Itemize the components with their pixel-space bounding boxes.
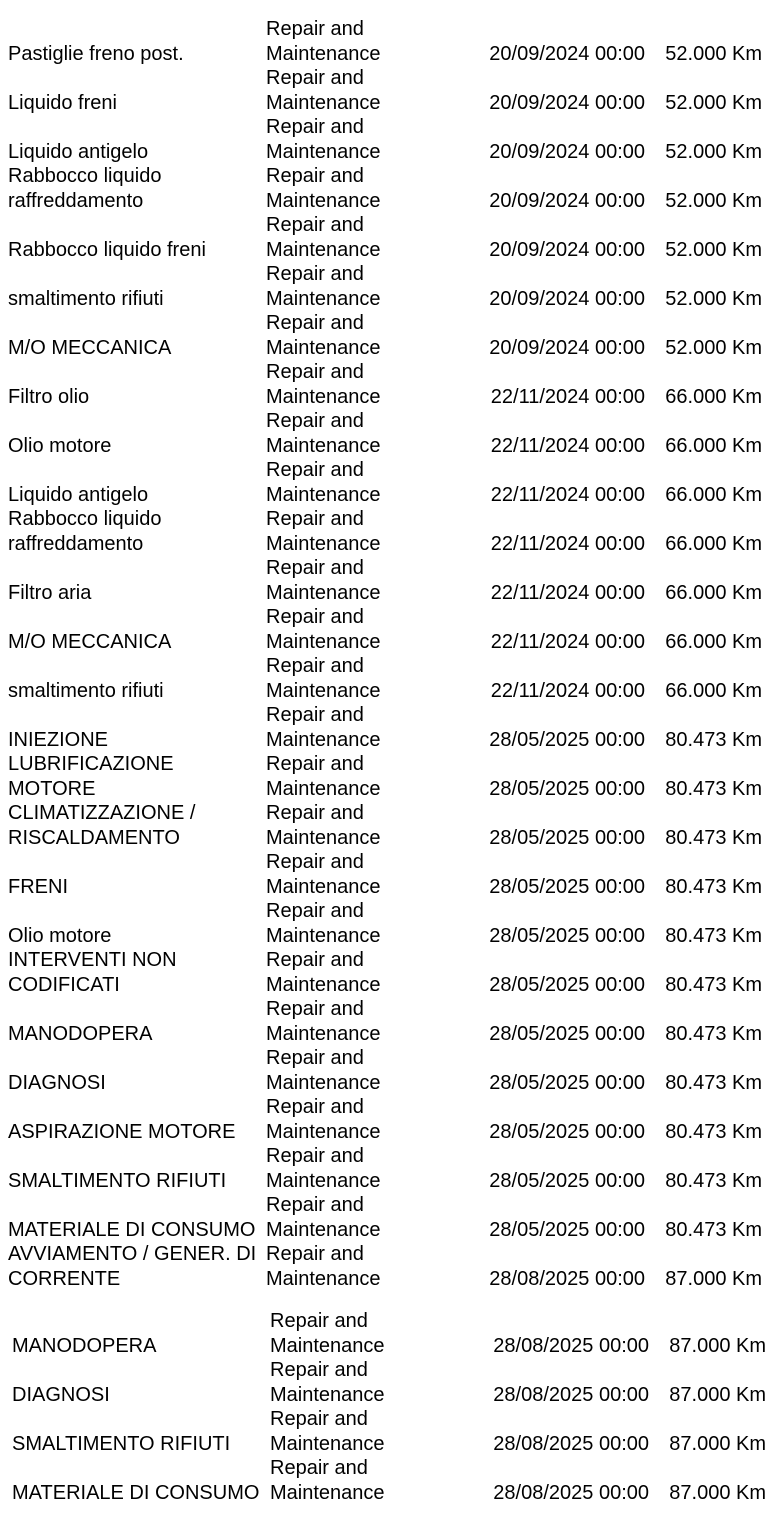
date-cell: 22/11/2024 00:00 <box>490 434 645 457</box>
category-cell: Repair and Maintenance <box>266 1243 381 1290</box>
service-name-cell <box>8 556 266 605</box>
table-row <box>8 1095 762 1144</box>
service-name-cell <box>12 1358 270 1407</box>
odometer-cell: 80.473 Km <box>665 875 762 898</box>
category-cell: Repair and Maintenance <box>266 851 381 898</box>
table-row <box>8 752 762 801</box>
odometer-cell: 80.473 Km <box>665 1120 762 1143</box>
service-name: MANODOPERA <box>12 1334 157 1357</box>
service-name-cell <box>8 801 266 850</box>
category-cell: Repair and Maintenance <box>266 18 381 65</box>
odometer-cell: 80.473 Km <box>665 728 762 751</box>
date-cell: 20/09/2024 00:00 <box>489 336 645 359</box>
service-name-cell <box>8 752 266 801</box>
table-row <box>12 1407 766 1456</box>
service-name: Rabbocco liquido raffreddamento <box>8 508 162 555</box>
date-cell: 28/05/2025 00:00 <box>489 1071 645 1094</box>
service-name-cell <box>8 458 266 507</box>
service-name: Olio motore <box>8 924 112 947</box>
service-name: SMALTIMENTO RIFIUTI <box>12 1432 231 1455</box>
date-cell: 20/09/2024 00:00 <box>489 238 645 261</box>
date-cell: 22/11/2024 00:00 <box>490 483 645 506</box>
service-name-cell <box>8 66 266 115</box>
odometer-cell: 66.000 Km <box>665 630 762 653</box>
service-name-cell <box>8 654 266 703</box>
service-name: smaltimento rifiuti <box>8 679 164 702</box>
table-row <box>8 997 762 1046</box>
table-row <box>8 213 762 262</box>
category-cell: Repair and Maintenance <box>266 263 381 310</box>
maintenance-table-page-1 <box>8 17 762 1291</box>
service-name-cell <box>8 17 266 66</box>
table-row <box>8 360 762 409</box>
category-cell: Repair and Maintenance <box>270 1408 385 1455</box>
date-cell: 20/09/2024 00:00 <box>489 91 645 114</box>
service-name-cell <box>8 1144 266 1193</box>
table-row <box>8 1193 762 1242</box>
service-name: Filtro aria <box>8 581 92 604</box>
date-cell: 28/05/2025 00:00 <box>489 826 645 849</box>
service-name-cell <box>8 213 266 262</box>
table-row <box>8 66 762 115</box>
category-cell: Repair and Maintenance <box>266 655 381 702</box>
odometer-cell: 52.000 Km <box>665 287 762 310</box>
service-name: DIAGNOSI <box>12 1383 110 1406</box>
table-row <box>12 1309 766 1358</box>
odometer-cell: 52.000 Km <box>665 140 762 163</box>
date-cell: 22/11/2024 00:00 <box>490 581 645 604</box>
service-name: MATERIALE DI CONSUMO <box>8 1218 256 1241</box>
category-cell: Repair and Maintenance <box>266 165 381 212</box>
odometer-cell: 80.473 Km <box>665 1218 762 1241</box>
table-row <box>8 899 762 948</box>
date-cell: 28/05/2025 00:00 <box>489 1169 645 1192</box>
table-row <box>8 17 762 66</box>
service-name: ASPIRAZIONE MOTORE <box>8 1120 236 1143</box>
service-name: SMALTIMENTO RIFIUTI <box>8 1169 227 1192</box>
date-cell: 28/05/2025 00:00 <box>489 728 645 751</box>
date-cell: 20/09/2024 00:00 <box>489 42 645 65</box>
service-name-cell <box>8 115 266 164</box>
service-name: Olio motore <box>8 434 112 457</box>
service-name: MANODOPERA <box>8 1022 153 1045</box>
date-cell: 28/05/2025 00:00 <box>489 777 645 800</box>
service-name: MATERIALE DI CONSUMO <box>12 1481 260 1504</box>
table-row <box>8 703 762 752</box>
category-cell: Repair and Maintenance <box>266 1047 381 1094</box>
service-name-cell <box>8 164 266 213</box>
table-row <box>8 556 762 605</box>
table-row <box>12 1358 766 1407</box>
category-cell: Repair and Maintenance <box>266 214 381 261</box>
category-cell: Repair and Maintenance <box>270 1457 385 1504</box>
service-name: Filtro olio <box>8 385 90 408</box>
category-cell: Repair and Maintenance <box>270 1359 385 1406</box>
category-cell: Repair and Maintenance <box>266 410 381 457</box>
service-name: Liquido antigelo <box>8 483 149 506</box>
maintenance-table-page-2 <box>12 1309 766 1505</box>
table-row <box>8 1144 762 1193</box>
odometer-cell: 52.000 Km <box>665 42 762 65</box>
category-cell: Repair and Maintenance <box>266 67 381 114</box>
date-cell: 22/11/2024 00:00 <box>490 532 645 555</box>
service-name-cell <box>8 899 266 948</box>
service-name: FRENI <box>8 875 68 898</box>
odometer-cell: 80.473 Km <box>665 924 762 947</box>
date-cell: 28/05/2025 00:00 <box>489 1218 645 1241</box>
odometer-cell: 52.000 Km <box>665 189 762 212</box>
odometer-cell: 80.473 Km <box>665 777 762 800</box>
odometer-cell: 66.000 Km <box>665 679 762 702</box>
category-cell: Repair and Maintenance <box>266 312 381 359</box>
category-cell: Repair and Maintenance <box>266 949 381 996</box>
date-cell: 28/08/2025 00:00 <box>493 1432 649 1455</box>
date-cell: 22/11/2024 00:00 <box>490 630 645 653</box>
date-cell: 28/08/2025 00:00 <box>489 1267 645 1290</box>
service-name-cell <box>8 409 266 458</box>
date-cell: 28/05/2025 00:00 <box>489 1022 645 1045</box>
service-name: INTERVENTI NON CODIFICATI <box>8 949 177 996</box>
table-row <box>12 1456 766 1505</box>
odometer-cell: 80.473 Km <box>665 973 762 996</box>
category-cell: Repair and Maintenance <box>266 1194 381 1241</box>
category-cell: Repair and Maintenance <box>266 116 381 163</box>
date-cell: 28/08/2025 00:00 <box>493 1383 649 1406</box>
service-name: INIEZIONE <box>8 728 109 751</box>
category-cell: Repair and Maintenance <box>270 1310 385 1357</box>
service-name-cell <box>12 1407 270 1456</box>
date-cell: 28/05/2025 00:00 <box>489 875 645 898</box>
table-row <box>8 1046 762 1095</box>
odometer-cell: 66.000 Km <box>665 434 762 457</box>
date-cell: 20/09/2024 00:00 <box>489 189 645 212</box>
service-name-cell <box>12 1456 270 1505</box>
table-row <box>8 458 762 507</box>
category-cell: Repair and Maintenance <box>266 508 381 555</box>
service-name-cell <box>8 850 266 899</box>
service-name-cell <box>8 948 266 997</box>
table-row <box>8 654 762 703</box>
service-name-cell <box>8 360 266 409</box>
service-name-cell <box>12 1309 270 1358</box>
odometer-cell: 52.000 Km <box>665 238 762 261</box>
service-name-cell <box>8 703 266 752</box>
date-cell: 22/11/2024 00:00 <box>490 385 645 408</box>
service-name: Liquido freni <box>8 91 117 114</box>
category-cell: Repair and Maintenance <box>266 1145 381 1192</box>
category-cell: Repair and Maintenance <box>266 704 381 751</box>
category-cell: Repair and Maintenance <box>266 998 381 1045</box>
table-row <box>8 311 762 360</box>
table-row <box>8 262 762 311</box>
odometer-cell: 66.000 Km <box>665 581 762 604</box>
maintenance-rows-page-1 <box>8 17 762 1291</box>
table-row <box>8 948 762 997</box>
service-name-cell <box>8 1193 266 1242</box>
odometer-cell: 80.473 Km <box>665 1169 762 1192</box>
date-cell: 28/05/2025 00:00 <box>489 924 645 947</box>
odometer-cell: 52.000 Km <box>665 336 762 359</box>
service-name-cell <box>8 507 266 556</box>
table-row <box>8 850 762 899</box>
table-row <box>8 1242 762 1291</box>
odometer-cell: 66.000 Km <box>665 483 762 506</box>
service-name: Rabbocco liquido raffreddamento <box>8 165 162 212</box>
category-cell: Repair and Maintenance <box>266 753 381 800</box>
service-name: CLIMATIZZAZIONE / RISCALDAMENTO <box>8 802 196 849</box>
table-row <box>8 801 762 850</box>
service-name: DIAGNOSI <box>8 1071 106 1094</box>
service-name: AVVIAMENTO / GENER. DI CORRENTE <box>8 1243 257 1290</box>
odometer-cell: 52.000 Km <box>665 91 762 114</box>
odometer-cell: 80.473 Km <box>665 1071 762 1094</box>
maintenance-rows-page-2 <box>12 1309 766 1505</box>
service-name-cell <box>8 997 266 1046</box>
service-name-cell <box>8 311 266 360</box>
category-cell: Repair and Maintenance <box>266 900 381 947</box>
service-name-cell <box>8 605 266 654</box>
odometer-cell: 80.473 Km <box>665 1022 762 1045</box>
table-row <box>8 115 762 164</box>
service-name: Pastiglie freno post. <box>8 42 184 65</box>
table-row <box>8 409 762 458</box>
odometer-cell: 66.000 Km <box>665 532 762 555</box>
odometer-cell: 87.000 Km <box>669 1334 766 1357</box>
service-name: M/O MECCANICA <box>8 630 172 653</box>
category-cell: Repair and Maintenance <box>266 459 381 506</box>
date-cell: 20/09/2024 00:00 <box>489 287 645 310</box>
service-name-cell <box>8 1242 266 1291</box>
category-cell: Repair and Maintenance <box>266 802 381 849</box>
service-name: Rabbocco liquido freni <box>8 238 206 261</box>
date-cell: 28/08/2025 00:00 <box>493 1481 649 1504</box>
service-name: smaltimento rifiuti <box>8 287 164 310</box>
service-name: LUBRIFICAZIONE MOTORE <box>8 753 174 800</box>
category-cell: Repair and Maintenance <box>266 557 381 604</box>
category-cell: Repair and Maintenance <box>266 606 381 653</box>
service-name-cell <box>8 1095 266 1144</box>
odometer-cell: 66.000 Km <box>665 385 762 408</box>
service-name-cell <box>8 1046 266 1095</box>
date-cell: 28/05/2025 00:00 <box>489 1120 645 1143</box>
date-cell: 20/09/2024 00:00 <box>489 140 645 163</box>
date-cell: 28/08/2025 00:00 <box>493 1334 649 1357</box>
service-name: Liquido antigelo <box>8 140 149 163</box>
table-row <box>8 507 762 556</box>
odometer-cell: 87.000 Km <box>669 1383 766 1406</box>
category-cell: Repair and Maintenance <box>266 1096 381 1143</box>
table-row <box>8 605 762 654</box>
odometer-cell: 87.000 Km <box>665 1267 762 1290</box>
date-cell: 22/11/2024 00:00 <box>490 679 645 702</box>
service-name-cell <box>8 262 266 311</box>
odometer-cell: 80.473 Km <box>665 826 762 849</box>
table-row <box>8 164 762 213</box>
odometer-cell: 87.000 Km <box>669 1481 766 1504</box>
service-name: M/O MECCANICA <box>8 336 172 359</box>
odometer-cell: 87.000 Km <box>669 1432 766 1455</box>
category-cell: Repair and Maintenance <box>266 361 381 408</box>
date-cell: 28/05/2025 00:00 <box>489 973 645 996</box>
